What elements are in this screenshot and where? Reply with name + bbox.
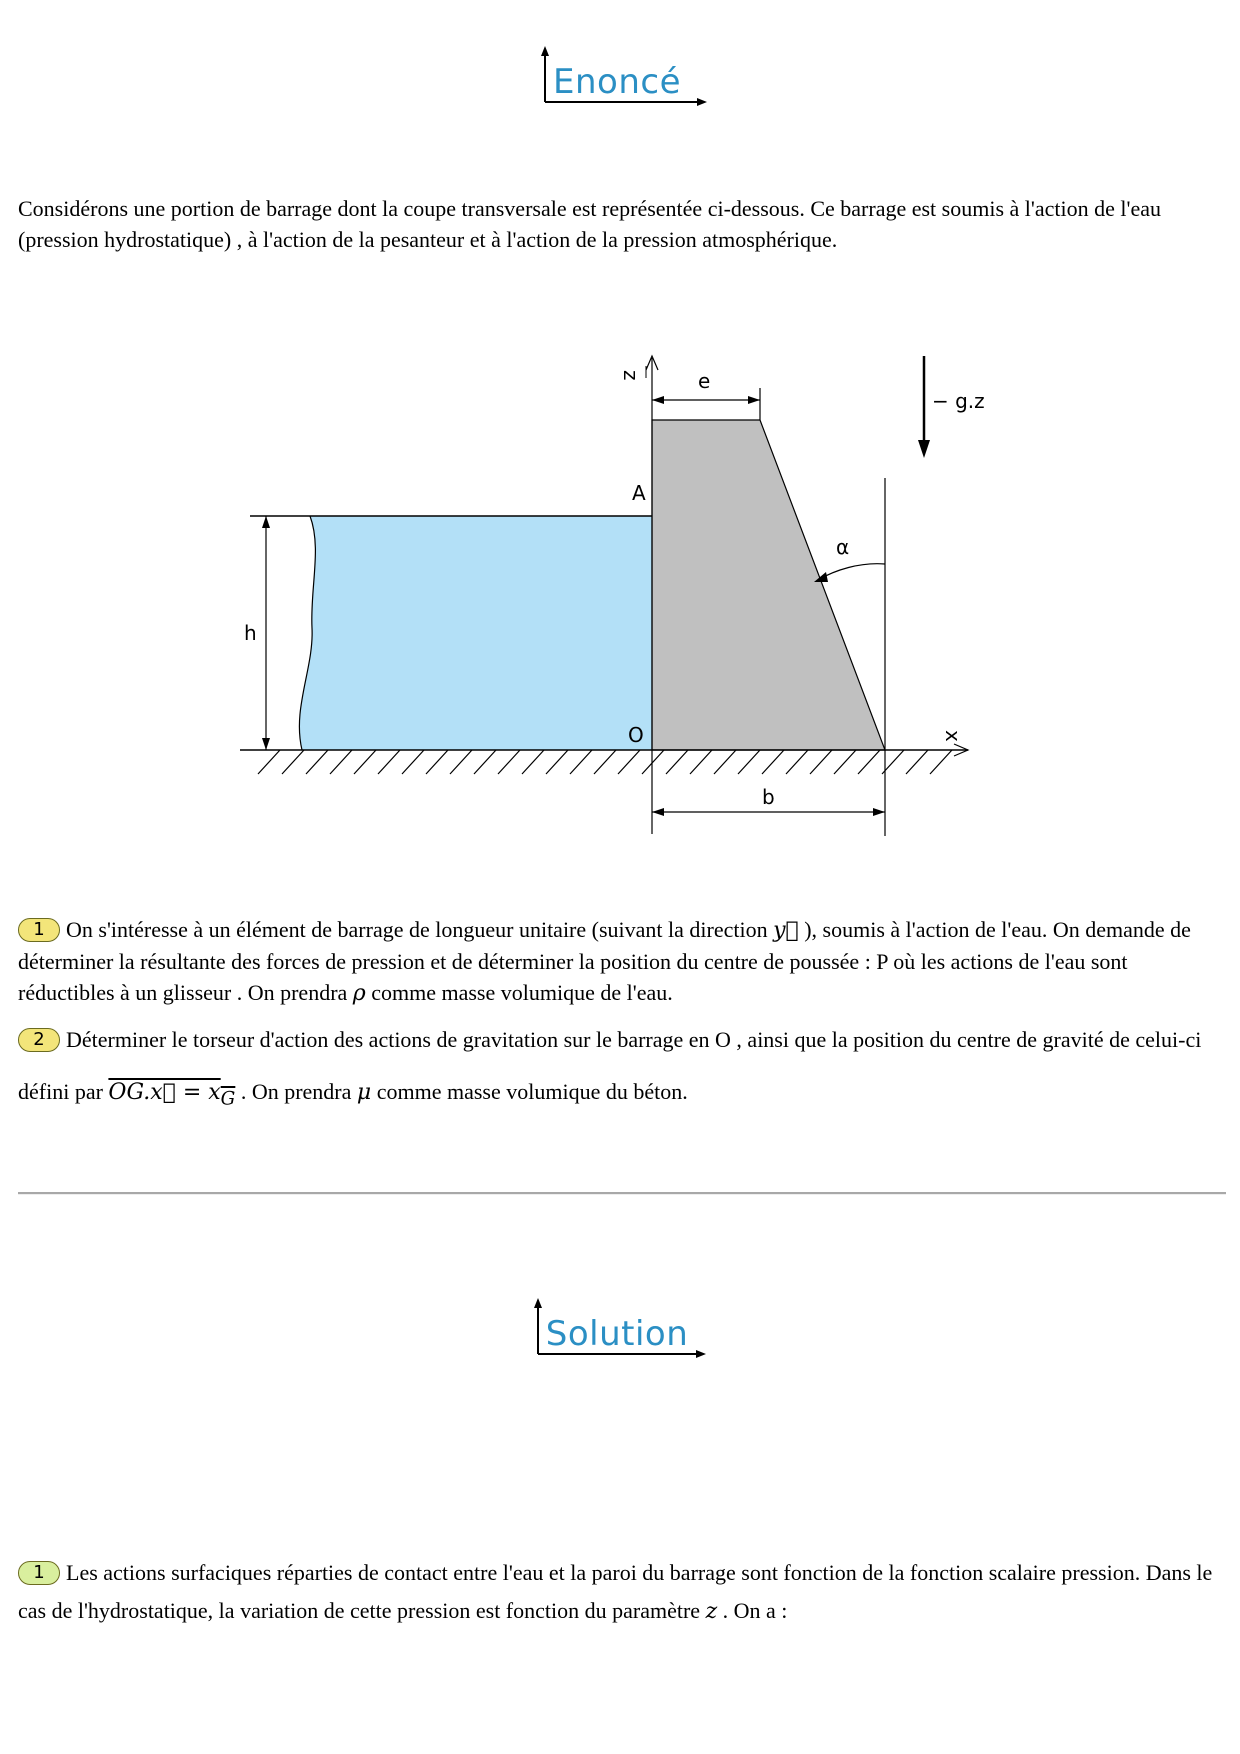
hatch-stroke	[570, 750, 592, 774]
solution-1-text-b: . On a :	[722, 1598, 788, 1623]
hatch-stroke	[690, 750, 712, 774]
dam-figure	[240, 348, 1000, 848]
z-axis-label: z	[619, 370, 643, 381]
symbol-z: z	[705, 1599, 718, 1624]
question-2-text-c: comme masse volumique du béton.	[376, 1079, 688, 1104]
question-1-text-c: comme masse volumique de l'eau.	[371, 980, 673, 1005]
gravity-label: − g.z	[932, 389, 985, 413]
hatch-stroke	[930, 750, 952, 774]
intro-paragraph: Considérons une portion de barrage dont la coupe transversale est représentée ci-dessous. Ce barrage est soumis à l'action de l'eau (pression hydrostatique) , à l'action de la pesanteur et à l'action de la pression atmosphérique.	[18, 196, 1161, 252]
question-2-text-b: . On prendra	[240, 1079, 352, 1104]
hatch-stroke	[522, 750, 544, 774]
hatch-stroke	[402, 750, 424, 774]
hatch-stroke	[258, 750, 280, 774]
hatch-stroke	[330, 750, 352, 774]
solution-title: Solution	[545, 1314, 689, 1354]
hatch-stroke	[498, 750, 520, 774]
hatch-stroke	[906, 750, 928, 774]
hatch-stroke	[306, 750, 328, 774]
alpha-arc	[818, 564, 885, 580]
solution-1-text-a: Les actions surfaciques réparties de contact entre l'eau et la paroi du barrage sont fonction de la fonction scalaire pression. Dans le cas de l'hydrostatique, la variation de cette pression est fonction du paramètre	[18, 1560, 1213, 1623]
question-2	[18, 1014, 1228, 1125]
hatch-stroke	[354, 750, 376, 774]
section-separator	[18, 1192, 1226, 1195]
x-axis-label: x	[941, 730, 965, 742]
heading-axes-icon	[534, 1296, 710, 1358]
enonce-title-box	[541, 62, 699, 108]
symbol-rho: ρ	[352, 981, 366, 1006]
hatch-stroke	[282, 750, 304, 774]
hatch-stroke	[810, 750, 832, 774]
formula-og-x: OG.x⃗ = $x_G$	[108, 1080, 236, 1110]
question-2-badge: 2	[18, 1028, 60, 1052]
hatch-stroke	[858, 750, 880, 774]
enonce-heading	[0, 62, 1240, 108]
heading-axes-icon	[541, 44, 711, 106]
solution-1-badge: 1	[18, 1561, 60, 1585]
question-2-text-a: Déterminer le torseur d'action des actions de gravitation sur le barrage en O , ainsi que la position du centre de gravité de celui-ci défini par	[18, 1027, 1202, 1104]
solution-title-box	[534, 1314, 707, 1360]
ground-hatching	[258, 750, 952, 774]
symbol-mu: μ	[356, 1080, 372, 1105]
point-O-label: O	[628, 723, 644, 747]
gravity-arrow-icon	[918, 440, 930, 458]
hatch-stroke	[834, 750, 856, 774]
dam-body	[652, 420, 885, 750]
hatch-stroke	[642, 750, 664, 774]
hatch-stroke	[666, 750, 688, 774]
b-label: b	[762, 785, 775, 809]
e-label: e	[698, 369, 711, 393]
water-region	[299, 516, 652, 750]
alpha-label: α	[836, 535, 850, 559]
question-1-text-b: ), soumis à l'action de l'eau. On demande de déterminer la résultante des forces de pression et de déterminer la position du centre de poussée : P où les actions de l'eau sont réductibles à un glisseur . On prendra	[18, 917, 1191, 1005]
hatch-stroke	[450, 750, 472, 774]
hatch-stroke	[546, 750, 568, 774]
hatch-stroke	[714, 750, 736, 774]
solution-1	[18, 1554, 1228, 1631]
enonce-title: Enoncé	[553, 62, 681, 102]
hatch-stroke	[378, 750, 400, 774]
point-A-label: A	[632, 481, 646, 505]
hatch-stroke	[618, 750, 640, 774]
question-1-text-a: On s'intéresse à un élément de barrage de longueur unitaire (suivant la direction	[66, 917, 768, 942]
solution-heading	[0, 1314, 1240, 1360]
hatch-stroke	[738, 750, 760, 774]
hatch-stroke	[474, 750, 496, 774]
hatch-stroke	[594, 750, 616, 774]
h-label: h	[244, 621, 257, 645]
hatch-stroke	[762, 750, 784, 774]
hatch-stroke	[426, 750, 448, 774]
question-1	[18, 914, 1228, 1009]
question-1-badge: 1	[18, 918, 60, 942]
symbol-y-vector: y⃗	[773, 918, 799, 943]
hatch-stroke	[786, 750, 808, 774]
